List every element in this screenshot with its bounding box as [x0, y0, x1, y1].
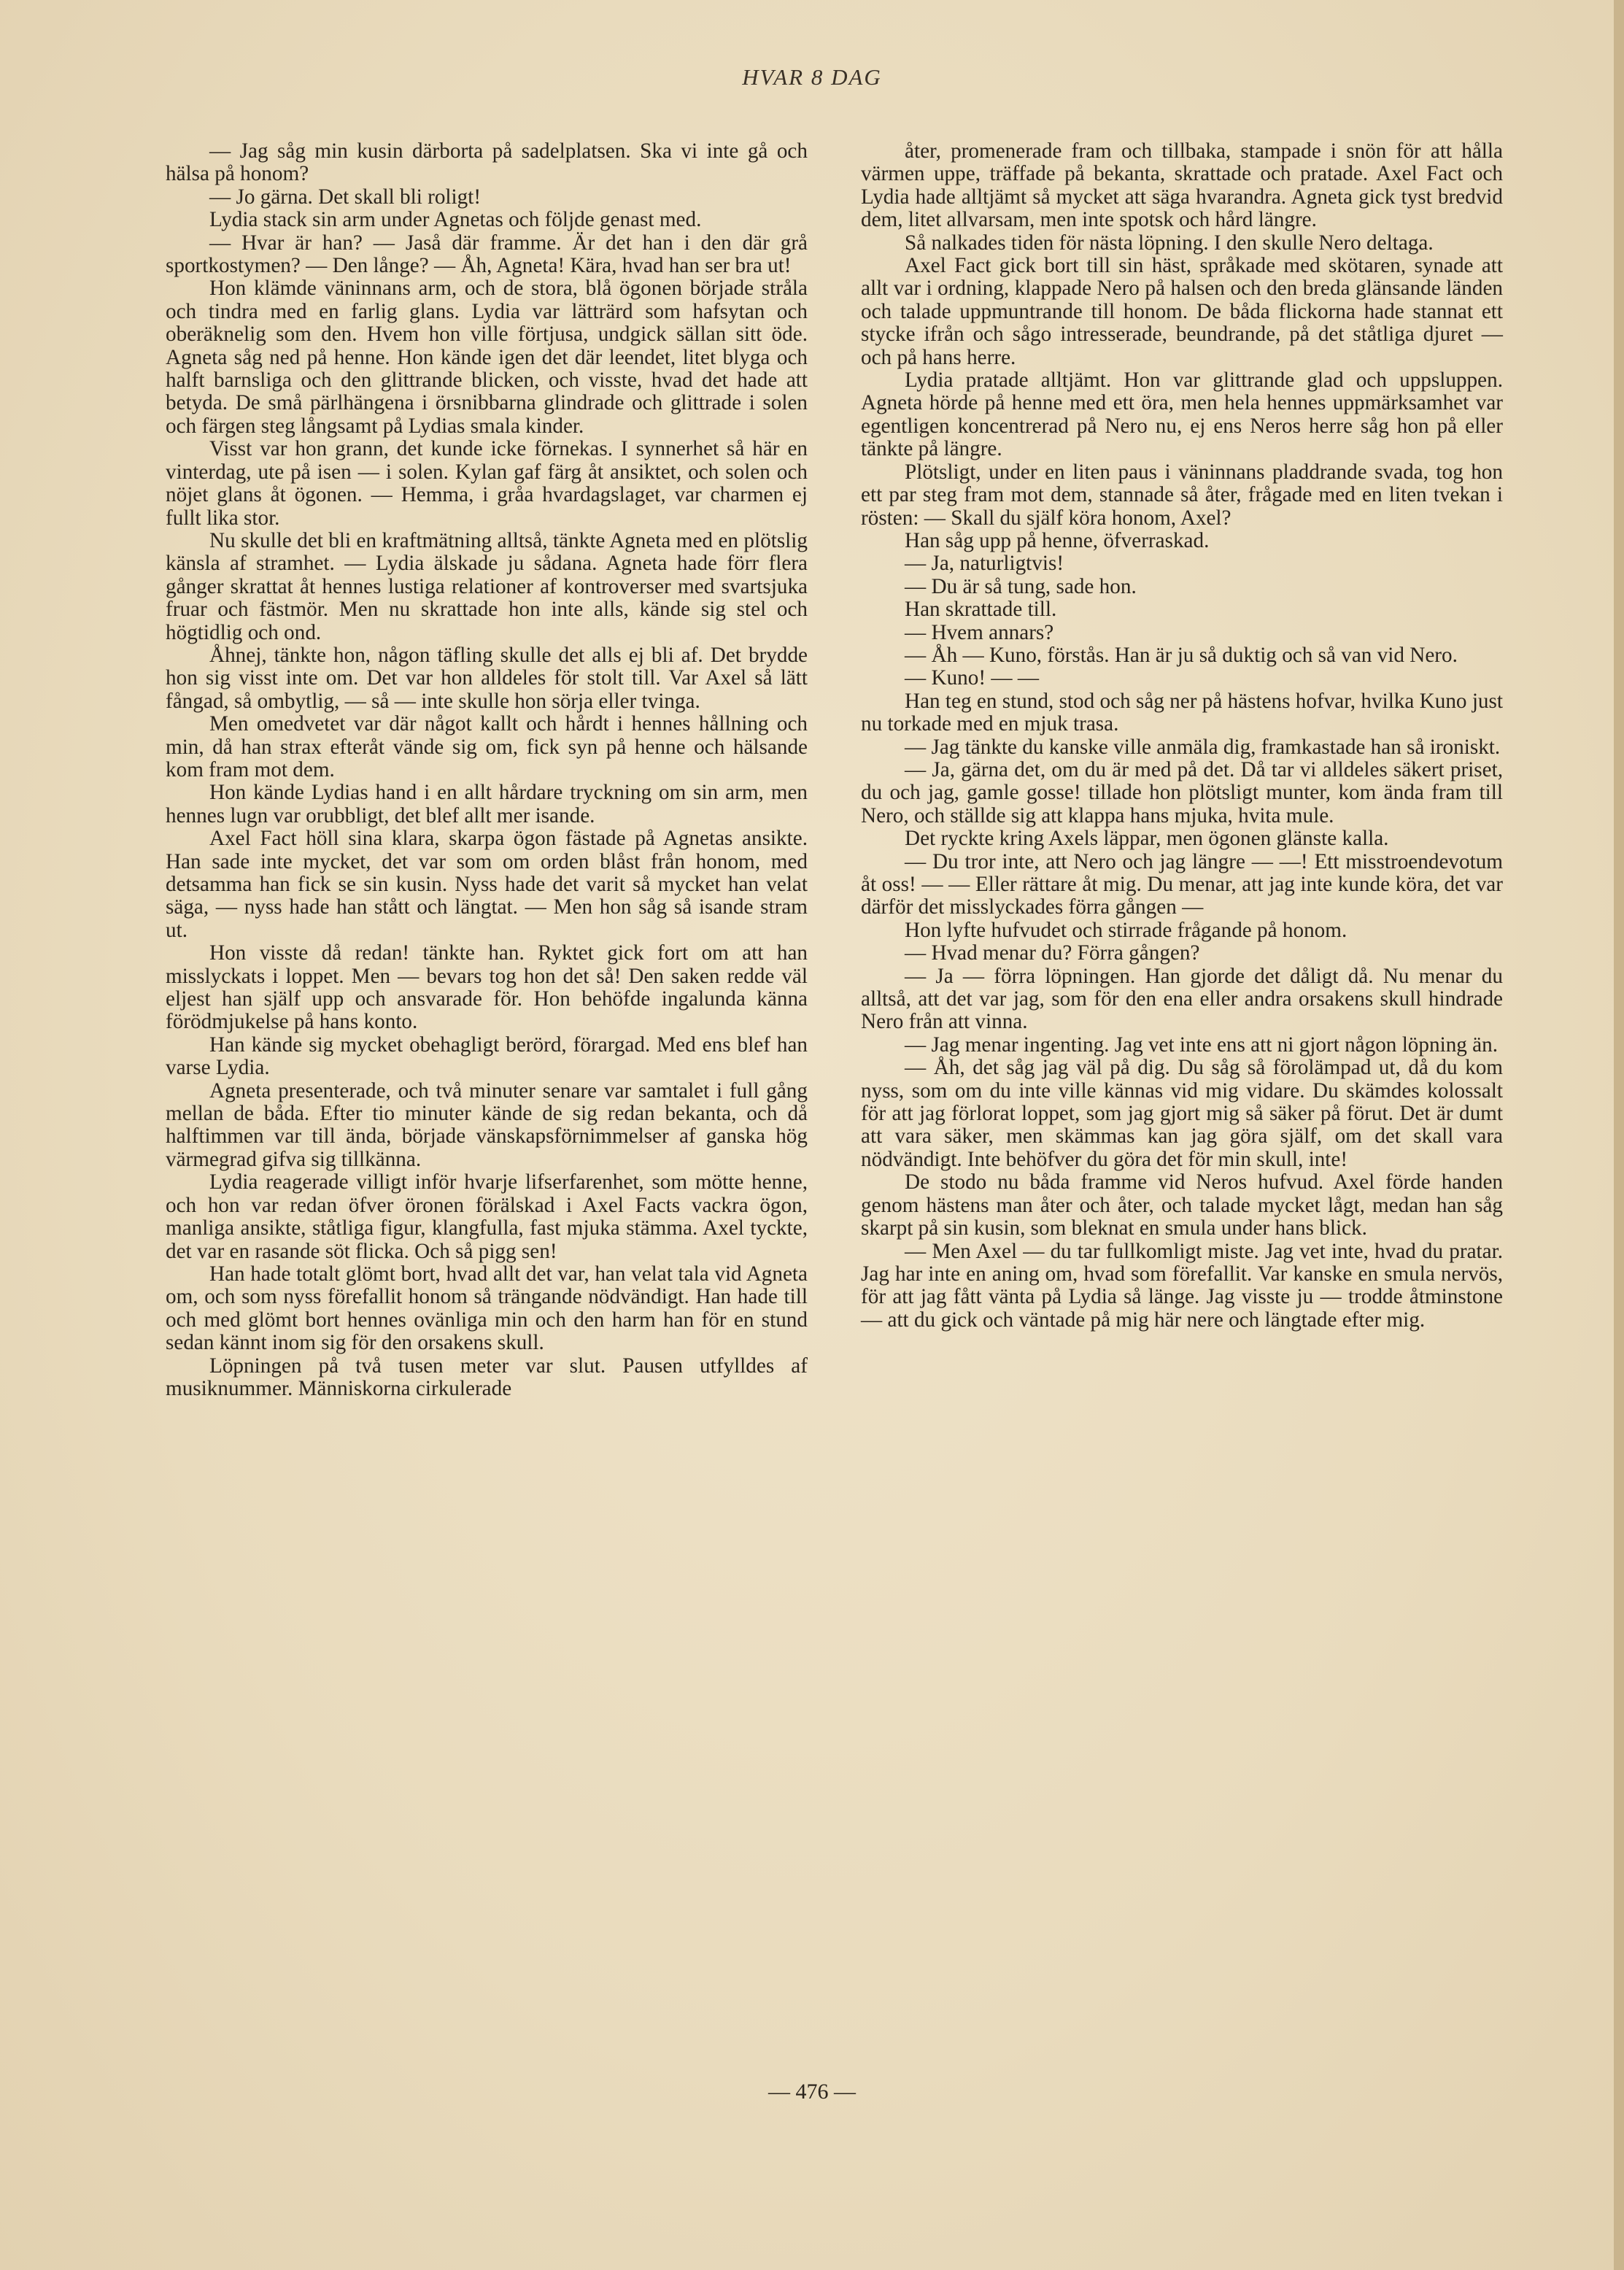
running-header: HVAR 8 DAG [742, 64, 882, 90]
paragraph: — Ja, gärna det, om du är med på det. Då tar vi alldeles säkert priset, du och jag, gamle gosse! tillade hon plötsligt munter, kom ända fram till Nero, och ställde sig att klappa hans mjuka, hvita mule. [861, 757, 1503, 827]
paragraph: Löpningen på två tusen meter var slut. Pausen utfylldes af musiknummer. Människorna cirkulerade [166, 1354, 808, 1400]
page-edge [1614, 0, 1624, 2270]
paragraph: Visst var hon grann, det kunde icke förnekas. I synnerhet så här en vinterdag, ute på isen — i solen. Kylan gaf färg åt ansiktet, och solen och nöjet glans åt ögonen. — Hemma, i gråa hvardagslaget, var charmen ej fullt lika stor. [166, 437, 808, 530]
paragraph: — Men Axel — du tar fullkomligt miste. Jag vet inte, hvad du pratar. Jag har inte en aning om, hvad som förefallit. Var kanske en smula nervös, för att jag fått vänta på Lydia så länge. Jag visste ju — trodde åtminstone — att du gick och väntade på mig här nere och längtade efter mig. [861, 1239, 1503, 1332]
paragraph: Axel Fact gick bort till sin häst, språkade med skötaren, synade att allt var i ordning, klappade Nero på halsen och den breda glänsande länden och talade uppmuntrande till honom. De båda flickorna hade stannat ett stycke ifrån och sågo intresserade, beundrande, på det ståtliga djuret — och på hans herre. [861, 254, 1503, 369]
paragraph: Han hade totalt glömt bort, hvad allt det var, han velat tala vid Agneta om, och som nyss förefallit honom så trängande nödvändigt. Han hade till och med glömt bort hennes ovänliga min och den harm han för en stund sedan kännt inom sig för den orsakens skull. [166, 1262, 808, 1355]
paragraph: Åhnej, tänkte hon, någon täfling skulle det alls ej bli af. Det brydde hon sig visst inte om. Det var hon alldeles för stolt till. Var Axel så lätt fångad, så ombytlig, — så — inte skulle hon sörja eller tvinga. [166, 643, 808, 713]
paragraph: Han skrattade till. [905, 598, 1057, 622]
paragraph: — Hvem annars? [905, 620, 1054, 644]
paragraph: — Jag menar ingenting. Jag vet inte ens att ni gjort någon löpning än. [905, 1032, 1499, 1057]
paragraph: Han kände sig mycket obehagligt berörd, förargad. Med ens blef han varse Lydia. [166, 1032, 808, 1080]
page-number: — 476 — [768, 2080, 856, 2104]
paragraph: Han såg upp på henne, öfverraskad. [905, 528, 1210, 552]
paragraph: Lydia reagerade villigt inför hvarje lifserfarenhet, som mötte henne, och hon var redan öfver öronen förälskad i Axel Facts vackra ögon, manliga ansikte, ståtliga figur, klangfulla, fast mjuka stämma. Axel tyckte, det var en rasande söt flicka. Och så pigg sen! [166, 1170, 808, 1263]
paragraph: Hon visste då redan! tänkte han. Ryktet gick fort om att han misslyckats i loppet. Men — bevars tog hon det så! Den saken redde väl eljest han själf upp och ansvarade för. Hon behöfde ingalunda känna förödmjukelse på hans konto. [166, 941, 808, 1034]
paragraph: — Ja — förra löpningen. Han gjorde det dåligt då. Nu menar du alltså, att det var jag, som för den ena eller andra orsakens skull hindrade Nero från att vinna. [861, 964, 1503, 1034]
paragraph: Axel Fact höll sina klara, skarpa ögon fästade på Agnetas ansikte. Han sade inte mycket, det var som om orden blåst från honom, med detsamma han fick se sin kusin. Nyss hade det varit så mycket han velat säga, — nyss hade han stått och längtat. — Men hon såg så isande stram ut. [166, 827, 808, 942]
paragraph: Hon lyfte hufvudet och stirrade frågande på honom. [905, 918, 1347, 942]
paragraph: åter, promenerade fram och tillbaka, stampade i snön för att hålla värmen uppe, träffade på bekanta, skrattade och pratade. Axel Fact och Lydia hade alltjämt så mycket att säga hvarandra. Agneta gick tyst bredvid dem, litet allvarsam, men inte spotsk och hård längre. [861, 139, 1503, 232]
paragraph: — Jo gärna. Det skall bli roligt! [209, 185, 482, 209]
paragraph: Hon kände Lydias hand i en allt hårdare tryckning om sin arm, men hennes lugn var orubbligt, det blef allt mer isande. [166, 781, 808, 827]
paragraph: — Hvar är han? — Jaså där framme. Är det han i den där grå sportkostymen? — Den långe? — Åh, Agneta! Kära, hvad han ser bra ut! [166, 231, 808, 278]
paragraph: De stodo nu båda framme vid Neros hufvud. Axel förde handen genom hästens man åter och åter, och talade mycket lågt, medan han såg skarpt på sin kusin, som bleknat en smula under hans blick. [861, 1170, 1503, 1240]
paragraph: Han teg en stund, stod och såg ner på hästens hofvar, hvilka Kuno just nu torkade med en mjuk trasa. [861, 689, 1503, 736]
paragraph: — Du är så tung, sade hon. [905, 574, 1137, 598]
paragraph: Det ryckte kring Axels läppar, men ögonen glänste kalla. [905, 827, 1389, 851]
paragraph: Lydia pratade alltjämt. Hon var glittrande glad och uppsluppen. Agneta hörde på henne med ett öra, men hela hennes uppmärksamhet var egentligen koncentrerad på Nero nu, ej ens Neros herre såg hon på eller tänkte på längre. [861, 368, 1503, 461]
paragraph: — Åh — Kuno, förstås. Han är ju så duktig och så van vid Nero. [905, 643, 1458, 667]
paragraph: Men omedvetet var där något kallt och hårdt i hennes hållning och min, då han strax efteråt vände sig om, fick syn på henne och hälsande kom fram mot dem. [166, 712, 808, 781]
paragraph: — Jag tänkte du kanske ville anmäla dig, framkastade han så ironiskt. [905, 735, 1501, 759]
paragraph: Lydia stack sin arm under Agnetas och följde genast med. [209, 208, 702, 232]
paragraph: — Jag såg min kusin därborta på sadelplatsen. Ska vi inte gå och hälsa på honom? [166, 139, 808, 186]
paragraph: Nu skulle det bli en kraftmätning alltså, tänkte Agneta med en plötslig känsla af stramhet. — Lydia älskade ju sådana. Agneta hade förr flera gånger skrattat åt hennes lustiga relationer af kontroverser med svartsjuka fruar och fästmör. Men nu skrattade hon inte alls, kände sig stel och högtidlig och ond. [166, 528, 808, 644]
paragraph: — Du tror inte, att Nero och jag längre — —! Ett misstroendevotum åt oss! — — Eller rättare åt mig. Du menar, att jag inte kunde köra, det var därför det misslyckades förra gången — [861, 849, 1503, 919]
paragraph: Hon klämde väninnans arm, och de stora, blå ögonen började stråla och tindra med en farlig glans. Lydia var lätträrd som hafsytan och oberäknelig som den. Hvem hon ville förtjusa, undgick sällan sitt öde. Agneta såg ned på henne. Hon kände igen det där leendet, litet blyga och halft barnsliga och den glittrande blicken, och visste, hvad det hade att betyda. De små pärlhängena i örsnibbarna glindrade och glittrade i solen och färgen steg långsamt på Lydias smala kinder. [166, 277, 808, 438]
paragraph: Plötsligt, under en liten paus i väninnans pladdrande svada, tog hon ett par steg fram mot dem, stannade så åter, frågade med en liten tvekan i rösten: — Skall du själf köra honom, Axel? [861, 460, 1503, 530]
paragraph: — Ja, naturligtvis! [905, 552, 1064, 576]
paragraph: Agneta presenterade, och två minuter senare var samtalet i full gång mellan de båda. Efter tio minuter kände de sig redan bekanta, och då halftimmen var till ända, började vänskapsförnimmelser af ganska hög värmegrad gifva sig tillkänna. [166, 1078, 808, 1171]
left-column [166, 140, 808, 1400]
paragraph: — Åh, det såg jag väl på dig. Du såg så förolämpad ut, då du kom nyss, som om du inte ville kännas vid mig vidare. Du skämdes kolossalt för att jag förlorat loppet, som jag gjort mig så säker på förut. Det är dumt att vara säker, men skämmas kan jag göra själf, om det skall vara nödvändigt. Inte behöfver du göra det för min skull, inte! [861, 1056, 1503, 1171]
right-column [861, 140, 1503, 1332]
paragraph: Så nalkades tiden för nästa löpning. I den skulle Nero deltaga. [905, 231, 1434, 255]
paragraph: — Hvad menar du? Förra gången? [905, 941, 1200, 965]
paragraph: — Kuno! — — [905, 666, 1040, 690]
